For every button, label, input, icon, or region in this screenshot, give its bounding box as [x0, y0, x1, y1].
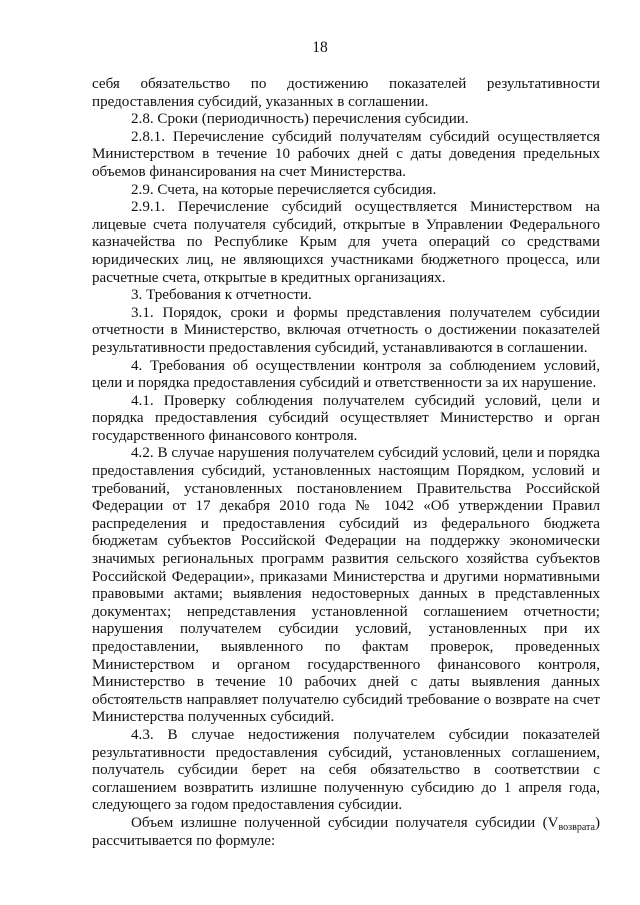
body-paragraph: 4. Требования об осуществлении контроля за соблюдением условий, цели и порядка предоставления субсидий и ответственности за их нарушение. [92, 357, 600, 392]
document-body [92, 76, 600, 850]
body-paragraph: себя обязательство по достижению показателей результативности предоставления субсидий, указанных в соглашении. [92, 76, 600, 110]
body-paragraph: 2.8. Сроки (периодичность) перечисления субсидии. [131, 111, 469, 128]
formula-intro-tail: ) рассчитывается по формуле: [92, 814, 600, 849]
body-paragraph: 4.3. В случае недостижения получателем субсидии показателей результативности предоставления субсидий, установленных соглашением, получатель субсидии берет на себя обязательство в соответствии с соглашением возвратить излишне полученную субсидию до 1 апреля года, следующего за годом предоставления субсидии. [92, 726, 600, 814]
body-paragraph: 4.1. Проверку соблюдения получателем субсидий условий, цели и порядка предоставления субсидий осуществляет Министерство и орган государственного финансового контроля. [92, 392, 600, 444]
body-paragraph: 4.2. В случае нарушения получателем субсидий условий, цели и порядка предоставления субсидий, установленных настоящим Порядком, условий и требований, установленных постановлением Правительства Российской Федерации от 17 декабря 2010 года № 1042 «Об утверждении Правил распределения и предоставления субсидий из федерального бюджета бюджетам субъектов Российской Федерации на поддержку экономически значимых региональных программ развития сельского хозяйства субъектов Российской Федерации», приказами Министерства и другими нормативными правовыми актами; выявления недостоверных данных в представленных документах; непредставления установленной соглашением отчетности; нарушения получателем субсидии условий, установленных при их предоставлении, выявленного по фактам проверок, проведенных Министерством и органом государственного финансового контроля, Министерство в течение 10 рабочих дней с даты выявления данных обстоятельств направляет получателю субсидий требование о возврате на счет Министерства полученных субсидий. [92, 445, 600, 726]
body-paragraph: 3. Требования к отчетности. [131, 287, 312, 304]
formula-subscript: возврата [558, 821, 595, 833]
formula-intro-paragraph [92, 815, 600, 850]
body-paragraph: 2.9.1. Перечисление субсидий осуществляется Министерством на лицевые счета получателя субсидий, открытые в Управлении Федерального казначейства по Республике Крым для учета операций со средствами юридических лиц, не являющихся участниками бюджетного процесса, или расчетные счета, открытые в кредитных организациях. [92, 199, 600, 286]
body-paragraph: 2.9. Счета, на которые перечисляется субсидия. [131, 181, 437, 198]
page-number: 18 [312, 39, 328, 56]
body-paragraph: 2.8.1. Перечисление субсидий получателям субсидий осуществляется Министерством в течение 10 рабочих дней с даты доведения предельных объемов финансирования на счет Министерства. [92, 128, 600, 180]
formula-intro-text: Объем излишне полученной субсидии получателя субсидии (V [131, 814, 559, 831]
body-paragraph: 3.1. Порядок, сроки и формы представления получателем субсидии отчетности в Министерство, включая отчетность о достижении показателей результативности предоставления субсидий, устанавливаются в соглашении. [92, 304, 600, 356]
